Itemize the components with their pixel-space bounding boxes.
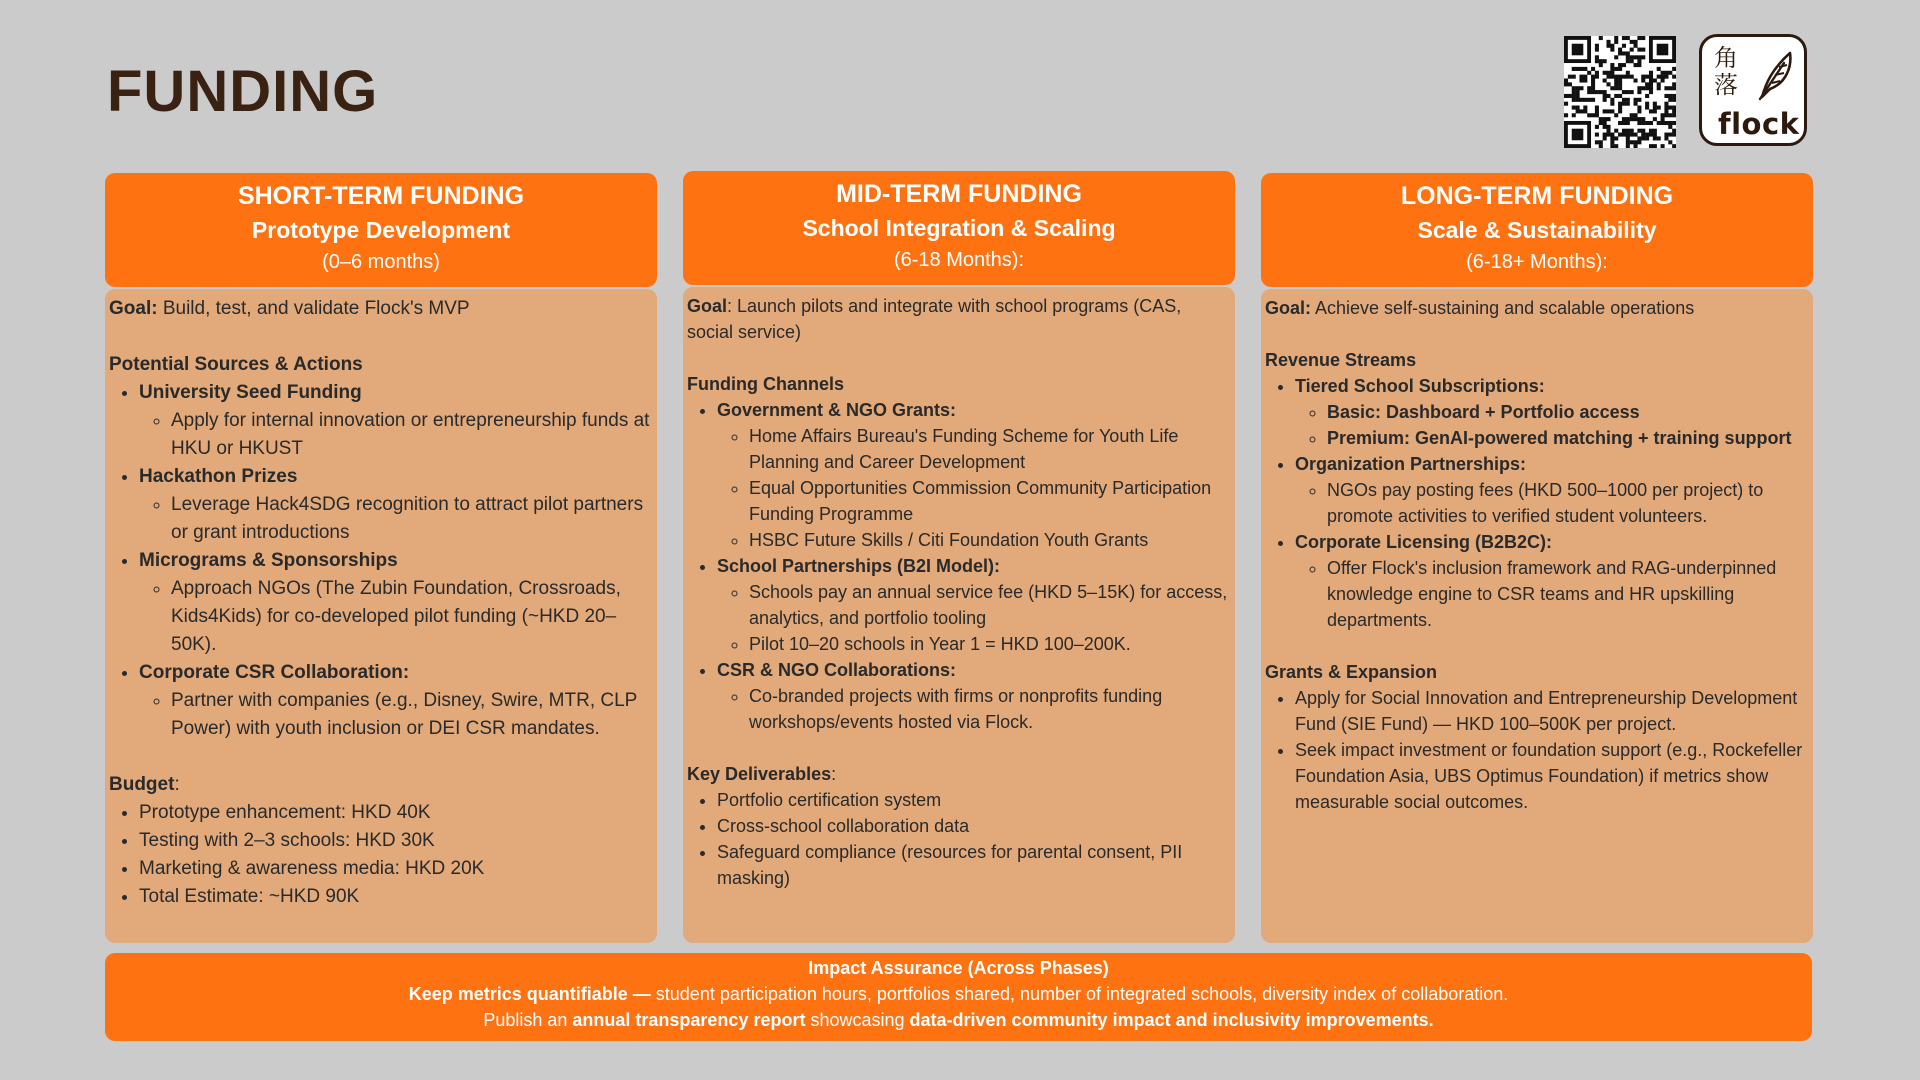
list-item: • Hackathon Prizes ◦ Leverage Hack4SDG recognition to attract pilot partners or grant introductions	[139, 463, 653, 547]
list-item: • Micrograms & Sponsorships ◦ Approach NGOs (The Zubin Foundation, Crossroads, Kids4Kids) for co-developed pilot funding (~HKD 20–50K).	[139, 547, 653, 659]
list-item: ◦ Apply for internal innovation or entrepreneurship funds at HKU or HKUST	[171, 407, 653, 463]
short-budget-heading: Budget:	[109, 774, 180, 795]
long-term-header	[1261, 173, 1813, 287]
short-term-period: (0–6 months)	[322, 251, 440, 273]
list-item: • Organization Partnerships: ◦ NGOs pay posting fees (HKD 500–1000 per project) to promote activities to verified student volunteers.	[1295, 451, 1809, 529]
impact-heading: Impact Assurance (Across Phases)	[808, 958, 1109, 978]
mid-term-period: (6-18 Months):	[893, 249, 1025, 271]
long-revenue-list	[1265, 373, 1809, 633]
list-item: • Corporate CSR Collaboration: ◦ Partner with companies (e.g., Disney, Swire, MTR, CLP Power) with youth inclusion or DEI CSR mandates.	[139, 659, 653, 743]
list-item: • Testing with 2–3 schools: HKD 30K	[139, 827, 653, 855]
impact-line-metrics: Keep metrics quantifiable — student participation hours, portfolios shared, number of integrated schools, diversity index of collaboration.	[408, 984, 1509, 1004]
list-item: • School Partnerships (B2I Model): ◦ Schools pay an annual service fee (HKD 5–15K) for access, analytics, and portfolio tooling ◦ Pilot 10–20 schools in Year 1 = HKD 100–200K.	[717, 553, 1231, 657]
impact-line-report: Publish an annual transparency report showcasing data-driven community impact and inclusivity improvements.	[483, 1010, 1434, 1030]
short-sources-list	[109, 379, 653, 743]
long-grants-list	[1265, 685, 1809, 815]
impact-assurance-banner	[105, 953, 1812, 1041]
mid-deliverables-heading: Key Deliverables:	[687, 764, 837, 784]
mid-term-header	[683, 171, 1235, 285]
list-item: ◦ Leverage Hack4SDG recognition to attract pilot partners or grant introductions	[171, 491, 653, 547]
list-item: • Government & NGO Grants: ◦ Home Affairs Bureau's Funding Scheme for Youth Life Planning and Career Development ◦ Equal Opportunities Commission Community Participation Funding Programme ◦ HSBC Future Skills / Citi Foundation Youth Grants	[717, 397, 1231, 553]
list-item: • Total Estimate: ~HKD 90K	[139, 883, 653, 911]
list-item: ◦ Pilot 10–20 schools in Year 1 = HKD 100–200K.	[749, 631, 1231, 657]
list-item: ◦ Offer Flock's inclusion framework and RAG-underpinned knowledge engine to CSR teams and HR upskilling departments.	[1327, 555, 1809, 633]
list-item: ◦ HSBC Future Skills / Citi Foundation Youth Grants	[749, 527, 1231, 553]
list-item: • CSR & NGO Collaborations: ◦ Co-branded projects with firms or nonprofits funding workshops/events hosted via Flock.	[717, 657, 1231, 735]
short-goal: Goal: Build, test, and validate Flock's MVP	[109, 298, 470, 319]
list-item: ◦ Co-branded projects with firms or nonprofits funding workshops/events hosted via Flock.	[749, 683, 1231, 735]
mid-term-subtitle: School Integration & Scaling	[802, 215, 1116, 241]
list-item: • Apply for Social Innovation and Entrepreneurship Development Fund (SIE Fund) — HKD 100–500K per project.	[1295, 685, 1809, 737]
mid-channels-list	[687, 397, 1231, 735]
qr-code-image	[1564, 36, 1676, 148]
mid-channels-heading: Funding Channels	[687, 374, 844, 394]
list-item: • Portfolio certification system	[717, 787, 1231, 813]
list-item: ◦ Approach NGOs (The Zubin Foundation, Crossroads, Kids4Kids) for co-developed pilot funding (~HKD 20–50K).	[171, 575, 653, 659]
mid-goal: Goal: Launch pilots and integrate with school programs (CAS, social service)	[687, 296, 1182, 342]
list-item: ◦ Equal Opportunities Commission Community Participation Funding Programme	[749, 475, 1231, 527]
list-item: • Cross-school collaboration data	[717, 813, 1231, 839]
short-term-body	[105, 289, 657, 943]
feather-icon	[1756, 47, 1796, 101]
short-term-subtitle: Prototype Development	[251, 217, 511, 243]
long-goal: Goal: Achieve self-sustaining and scalable operations	[1265, 298, 1695, 318]
long-term-period: (6-18+ Months):	[1466, 251, 1608, 273]
list-item: ◦ Home Affairs Bureau's Funding Scheme for Youth Life Planning and Career Development	[749, 423, 1231, 475]
long-revenue-heading: Revenue Streams	[1265, 350, 1417, 370]
short-budget-list	[109, 799, 653, 911]
flock-logo	[1699, 34, 1807, 146]
list-item: • Seek impact investment or foundation support (e.g., Rockefeller Foundation Asia, UBS Optimus Foundation) if metrics show measurable social outcomes.	[1295, 737, 1809, 815]
short-term-title: SHORT-TERM FUNDING	[237, 182, 525, 210]
short-sources-heading: Potential Sources & Actions	[109, 354, 363, 375]
mid-term-title: MID-TERM FUNDING	[836, 180, 1082, 208]
list-item: • Safeguard compliance (resources for parental consent, PII masking)	[717, 839, 1231, 891]
mid-deliverables-list	[687, 787, 1231, 891]
list-item: • University Seed Funding ◦ Apply for internal innovation or entrepreneurship funds at HKU or HKUST	[139, 379, 653, 463]
list-item: ◦ NGOs pay posting fees (HKD 500–1000 per project) to promote activities to verified student volunteers.	[1327, 477, 1809, 529]
long-term-body	[1261, 289, 1813, 943]
list-item: • Prototype enhancement: HKD 40K	[139, 799, 653, 827]
list-item: • Corporate Licensing (B2B2C): ◦ Offer Flock's inclusion framework and RAG-underpinned knowledge engine to CSR teams and HR upskilling departments.	[1295, 529, 1809, 633]
list-item: ◦ Basic: Dashboard + Portfolio access	[1327, 399, 1809, 425]
list-item: ◦ Schools pay an annual service fee (HKD 5–15K) for access, analytics, and portfolio tooling	[749, 579, 1231, 631]
short-term-header	[105, 173, 657, 287]
long-grants-heading: Grants & Expansion	[1265, 662, 1438, 682]
list-item: • Tiered School Subscriptions: ◦ Basic: Dashboard + Portfolio access ◦ Premium: GenAI-powered matching + training support	[1295, 373, 1809, 451]
mid-term-body	[683, 287, 1235, 943]
long-term-subtitle: Scale & Sustainability	[1417, 217, 1657, 243]
page-title: FUNDING	[107, 59, 379, 124]
list-item: ◦ Premium: GenAI-powered matching + training support	[1327, 425, 1809, 451]
list-item: • Marketing & awareness media: HKD 20K	[139, 855, 653, 883]
long-term-title: LONG-TERM FUNDING	[1400, 182, 1674, 210]
logo-cjk-text: 角 落	[1714, 44, 1738, 99]
list-item: ◦ Partner with companies (e.g., Disney, Swire, MTR, CLP Power) with youth inclusion or DEI CSR mandates.	[171, 687, 653, 743]
logo-wordmark: flock	[1718, 107, 1800, 141]
